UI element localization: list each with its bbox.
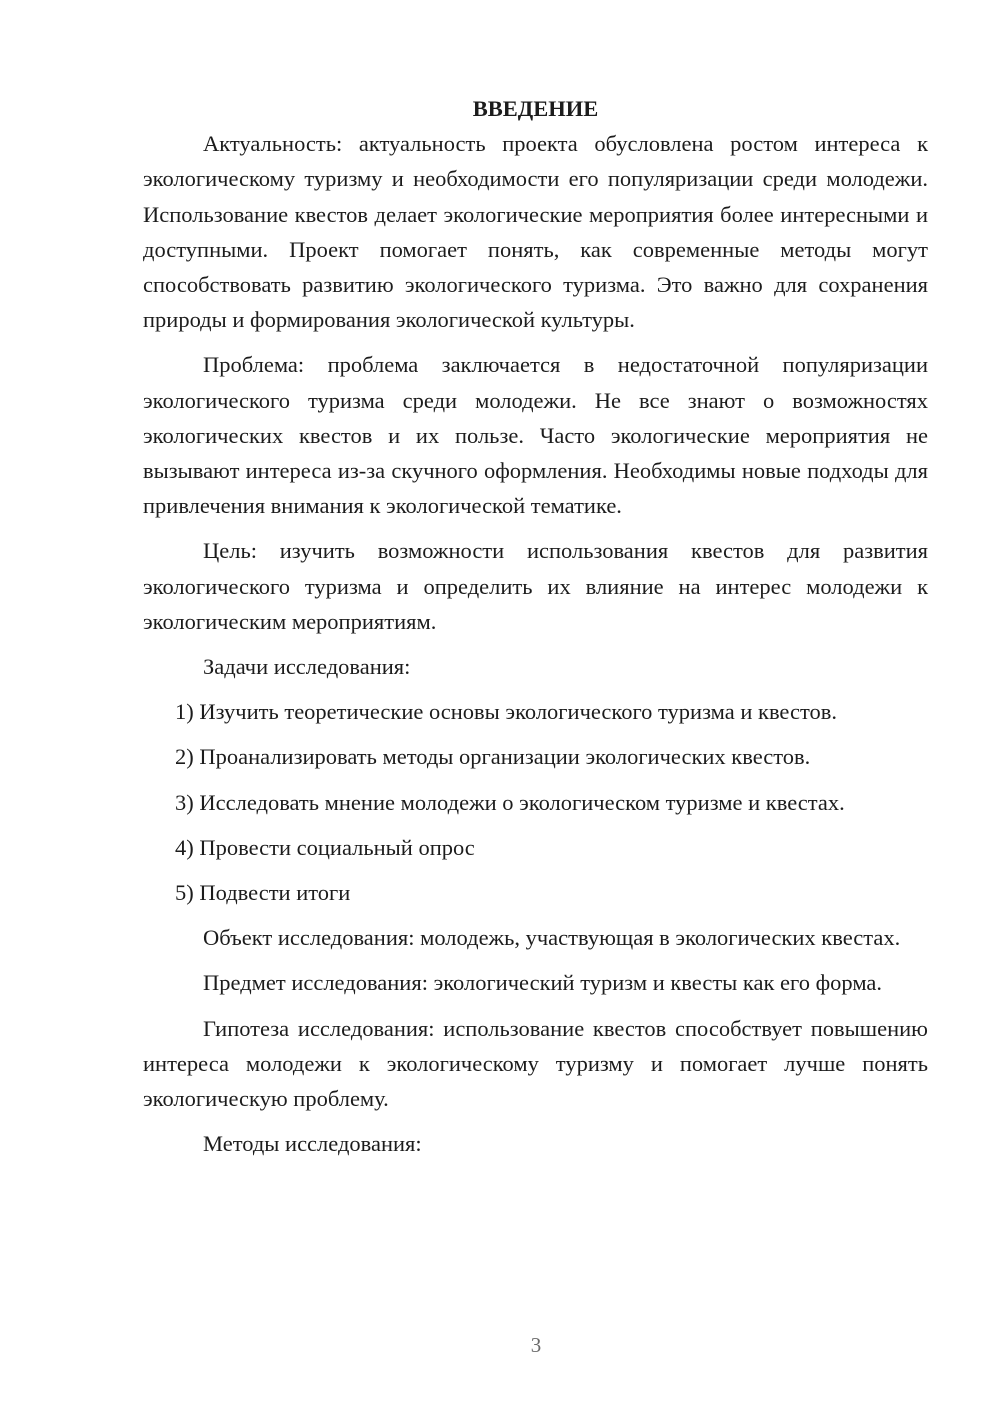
problem-paragraph: Проблема: проблема заключается в недостаточной популяризации экологического туризма среди молодежи. Не все знают о возможностях экологических квестов и их пользе. Часто экологические мероприятия не вызывают интереса из-за скучного оформления. Необходимы новые подходы для привлечения внимания к экологической тематике. [143,352,928,519]
page-number: 3 [530,1333,542,1357]
object-paragraph: Объект исследования: молодежь, участвующая в экологических квестах. [203,925,901,951]
task-item-1: 1) Изучить теоретические основы экологического туризма и квестов. [175,699,838,725]
task-item-2: 2) Проанализировать методы организации экологических квестов. [175,744,811,770]
goal-paragraph: Цель: изучить возможности использования квестов для развития экологического туризма и определить их влияние на интерес молодежи к экологическим мероприятиям. [143,538,928,634]
tasks-list [143,694,928,910]
page-body [143,91,928,1161]
hypothesis-paragraph: Гипотеза исследования: использование квестов способствует повышению интереса молодежи к экологическому туризму и помогает лучше понять экологическую проблему. [143,1015,928,1112]
methods-heading: Методы исследования: [203,1131,422,1157]
section-heading: ВВЕДЕНИЕ [472,96,599,121]
relevance-paragraph: Актуальность: актуальность проекта обусловлена ростом интереса к экологическому туризму и необходимости его популяризации среди молодежи. Использование квестов делает экологические мероприятия более интересными и доступными. Проект помогает понять, как современные методы могут способствовать развитию экологического туризма. Это важно для сохранения природы и формирования экологической культуры. [143,131,928,333]
tasks-heading: Задачи исследования: [203,654,411,680]
task-item-3: 3) Исследовать мнение молодежи о экологическом туризме и квестах. [175,789,845,815]
task-item-4: 4) Провести социальный опрос [175,834,475,860]
task-item-5: 5) Подвести итоги [175,880,351,906]
subject-paragraph: Предмет исследования: экологический туризм и квесты как его форма. [203,970,883,996]
